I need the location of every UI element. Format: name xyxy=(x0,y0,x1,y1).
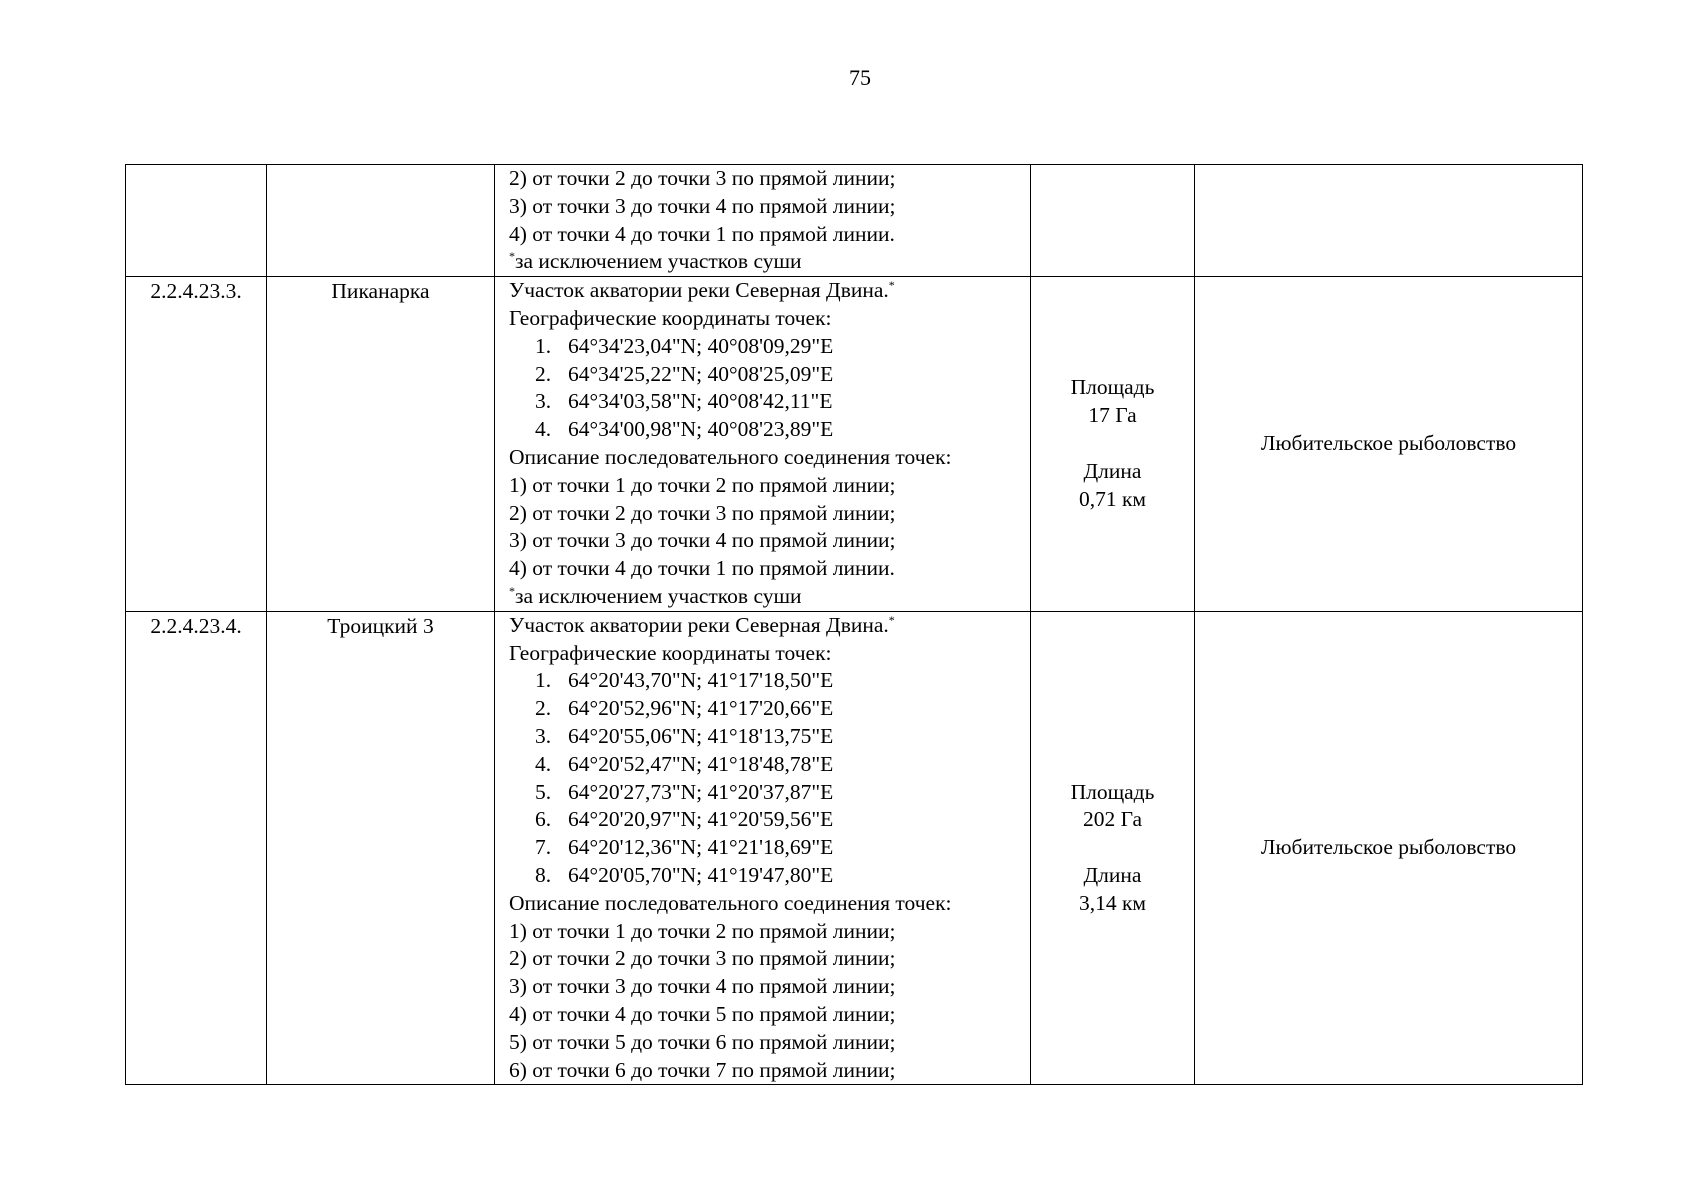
connection-item: 3) от точки 3 до точки 4 по прямой линии; xyxy=(509,193,896,218)
section-code-cell: 2.2.4.23.3. xyxy=(126,277,267,612)
coordinate-item xyxy=(509,723,1026,751)
connection-heading: Описание последовательного соединения точек: xyxy=(509,890,952,915)
table-row xyxy=(126,611,1583,1085)
site-description-cell xyxy=(495,165,1031,277)
coordinate-number: 1. xyxy=(535,668,552,693)
purpose-cell xyxy=(1195,165,1583,277)
site-lead-line xyxy=(509,612,1026,640)
length-value: 0,71 км xyxy=(1078,486,1147,511)
footnote-mark: * xyxy=(509,249,515,264)
footnote-mark: * xyxy=(888,612,895,627)
coordinate-item xyxy=(509,806,1026,834)
coordinate-value: 64°20'12,36"N; 41°21'18,69"E xyxy=(568,835,834,860)
site-size-cell xyxy=(1031,611,1195,1085)
coordinate-number: 4. xyxy=(535,417,552,442)
area-value: 17 Га xyxy=(1088,403,1137,428)
coordinates-heading: Географические координаты точек: xyxy=(509,640,832,665)
coordinate-value: 64°20'52,47"N; 41°18'48,78"E xyxy=(568,751,834,776)
coordinate-value: 64°34'25,22"N; 40°08'25,09"E xyxy=(568,361,834,386)
coordinate-item xyxy=(509,695,1026,723)
connection-item: 1) от точки 1 до точки 2 по прямой линии; xyxy=(509,472,896,497)
site-description-cell xyxy=(495,277,1031,612)
coordinate-value: 64°34'03,58"N; 40°08'42,11"E xyxy=(568,389,833,414)
connection-item: 2) от точки 2 до точки 3 по прямой линии; xyxy=(509,166,896,190)
site-name-cell xyxy=(267,165,495,277)
footnote-mark: * xyxy=(888,278,895,293)
coordinate-value: 64°34'23,04"N; 40°08'09,29"E xyxy=(568,333,834,358)
coordinate-item xyxy=(509,834,1026,862)
coordinate-value: 64°20'52,96"N; 41°17'20,66"E xyxy=(568,696,834,721)
coordinate-item xyxy=(509,416,1026,444)
footnote-line xyxy=(509,583,1026,611)
coordinate-value: 64°20'05,70"N; 41°19'47,80"E xyxy=(568,862,834,887)
coordinate-value: 64°20'20,97"N; 41°20'59,56"E xyxy=(568,807,834,832)
connection-item: 4) от точки 4 до точки 1 по прямой линии. xyxy=(509,221,895,246)
coordinate-value: 64°34'00,98"N; 40°08'23,89"E xyxy=(568,417,834,442)
connection-item: 2) от точки 2 до точки 3 по прямой линии; xyxy=(509,946,896,971)
site-size-cell xyxy=(1031,277,1195,612)
purpose-cell: Любительское рыболовство xyxy=(1195,611,1583,1085)
coordinate-number: 8. xyxy=(535,862,552,887)
coordinate-item xyxy=(509,751,1026,779)
footnote-mark: * xyxy=(509,583,515,598)
site-size-cell xyxy=(1031,165,1195,277)
table-row xyxy=(126,165,1583,277)
coordinate-number: 2. xyxy=(535,361,552,386)
connection-item: 4) от точки 4 до точки 1 по прямой линии. xyxy=(509,556,895,581)
table-body xyxy=(126,165,1583,1085)
coordinate-value: 64°20'55,06"N; 41°18'13,75"E xyxy=(568,723,834,748)
site-description-cell xyxy=(495,611,1031,1085)
coordinate-number: 1. xyxy=(535,333,552,358)
area-label: Площадь xyxy=(1070,779,1155,804)
coordinate-item xyxy=(509,667,1026,695)
length-label: Длина xyxy=(1083,458,1142,483)
coordinate-value: 64°20'27,73"N; 41°20'37,87"E xyxy=(568,779,834,804)
footnote-line xyxy=(509,248,1026,276)
coordinates-heading: Географические координаты точек: xyxy=(509,305,832,330)
site-lead-text: Участок акватории реки Северная Двина. xyxy=(509,278,889,303)
size-gap xyxy=(1031,430,1194,458)
coordinate-number: 4. xyxy=(535,751,552,776)
site-lead-text: Участок акватории реки Северная Двина. xyxy=(509,612,889,637)
connection-item: 3) от точки 3 до точки 4 по прямой линии; xyxy=(509,974,896,999)
size-gap xyxy=(1031,834,1194,862)
water-areas-table xyxy=(125,164,1583,1085)
coordinate-item xyxy=(509,862,1026,890)
connection-item: 3) от точки 3 до точки 4 по прямой линии; xyxy=(509,528,896,553)
footnote-text: за исключением участков суши xyxy=(515,249,802,274)
coordinate-number: 5. xyxy=(535,779,552,804)
area-value: 202 Га xyxy=(1082,807,1143,832)
coordinate-number: 3. xyxy=(535,389,552,414)
connection-item: 2) от точки 2 до точки 3 по прямой линии; xyxy=(509,500,896,525)
coordinate-number: 7. xyxy=(535,835,552,860)
coordinate-number: 6. xyxy=(535,807,552,832)
coordinate-number: 2. xyxy=(535,696,552,721)
connection-item: 5) от точки 5 до точки 6 по прямой линии; xyxy=(509,1029,896,1054)
site-lead-line xyxy=(509,277,1026,305)
coordinate-item xyxy=(509,361,1026,389)
connection-item: 1) от точки 1 до точки 2 по прямой линии; xyxy=(509,918,896,943)
coordinate-value: 64°20'43,70"N; 41°17'18,50"E xyxy=(568,668,834,693)
site-name-cell: Троицкий 3 xyxy=(267,611,495,1085)
section-code-cell: 2.2.4.23.4. xyxy=(126,611,267,1085)
page-number: 75 xyxy=(849,65,871,90)
site-name-cell: Пиканарка xyxy=(267,277,495,612)
coordinate-item xyxy=(509,779,1026,807)
coordinate-item xyxy=(509,333,1026,361)
coordinate-number: 3. xyxy=(535,723,552,748)
area-label: Площадь xyxy=(1070,375,1155,400)
footnote-text: за исключением участков суши xyxy=(515,583,802,608)
length-label: Длина xyxy=(1083,862,1142,887)
length-value: 3,14 км xyxy=(1078,890,1147,915)
table-row xyxy=(126,277,1583,612)
connection-heading: Описание последовательного соединения точек: xyxy=(509,444,952,469)
purpose-cell: Любительское рыболовство xyxy=(1195,277,1583,612)
coordinate-item xyxy=(509,388,1026,416)
connection-item: 6) от точки 6 до точки 7 по прямой линии; xyxy=(509,1057,896,1082)
connection-item: 4) от точки 4 до точки 5 по прямой линии; xyxy=(509,1001,896,1026)
section-code-cell xyxy=(126,165,267,277)
